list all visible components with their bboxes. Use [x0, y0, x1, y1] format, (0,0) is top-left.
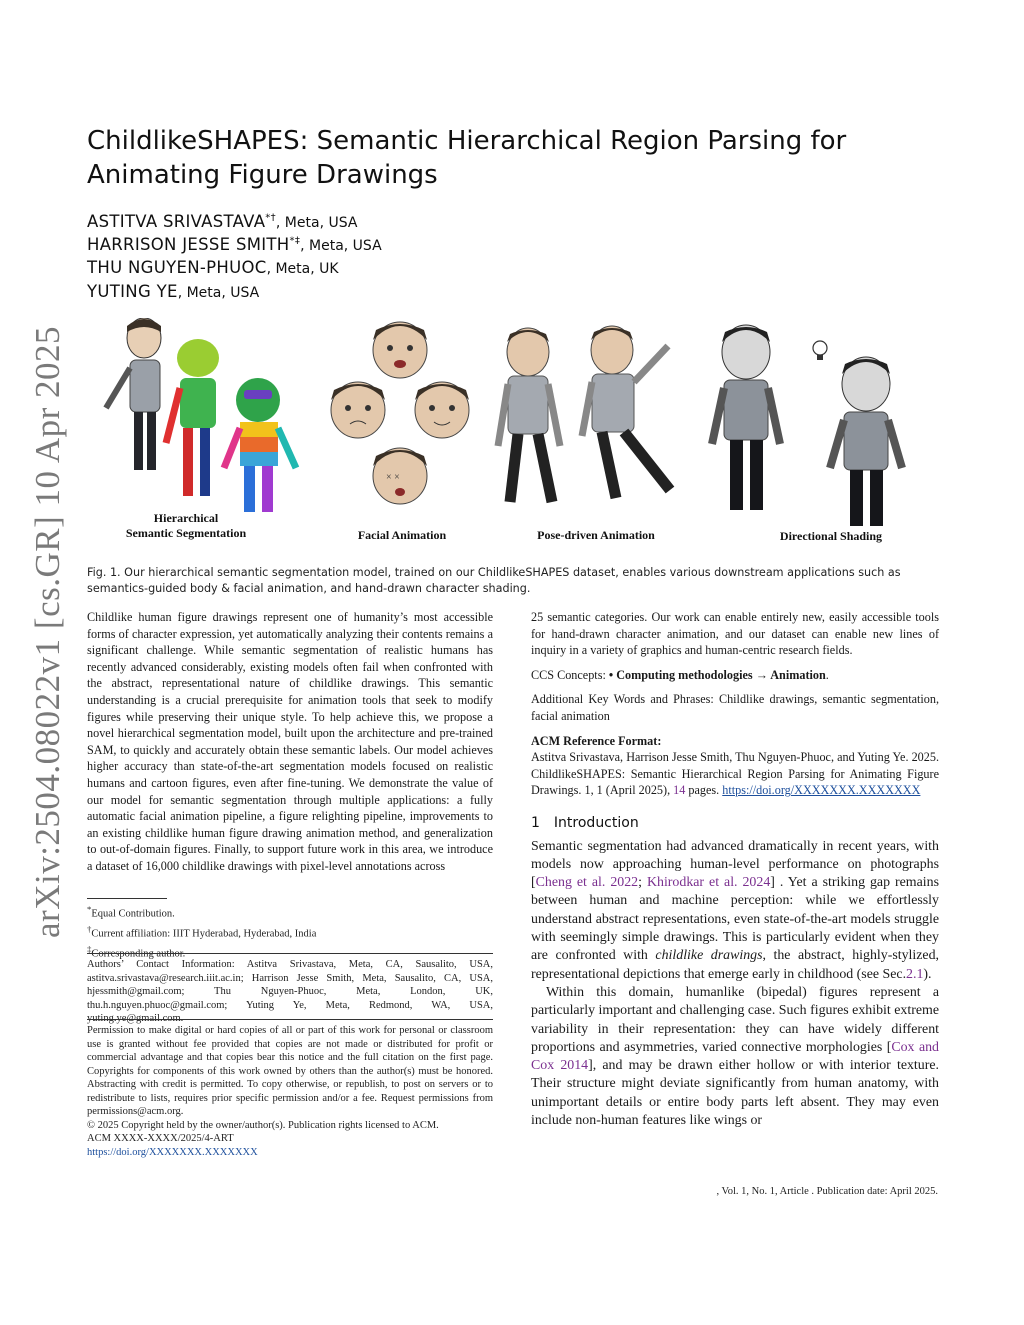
section-heading-introduction — [531, 815, 939, 832]
author-marks: *‡ — [289, 235, 301, 247]
author-marks: *† — [265, 212, 276, 224]
permission-notice — [87, 1024, 493, 1159]
footnote-mark: † — [87, 924, 92, 934]
author-4 — [87, 282, 259, 301]
segmented-figure-green — [166, 339, 219, 496]
label-pose-driven-animation: Pose-driven Animation — [537, 528, 655, 542]
author-2 — [87, 235, 382, 254]
acm-ref-heading — [531, 733, 939, 750]
footnote-rule — [87, 898, 167, 899]
citation-separator: ; — [638, 875, 647, 891]
pose-figure-2 — [582, 326, 670, 498]
intro-text: , the abstract, highly-stylized, representational depictions that emerge early in childhood (see Sec. — [531, 948, 940, 982]
permission-doi-link[interactable]: https://doi.org/XXXXXXX.XXXXXXX — [87, 1146, 258, 1158]
intro-paragraph-2 — [531, 984, 939, 1130]
author-name: HARRISON JESSE SMITH — [87, 235, 290, 254]
ccs-concepts — [531, 667, 939, 684]
footnote-text: Corresponding author. — [91, 948, 186, 960]
copyright-line: © 2025 Copyright held by the owner/author(s). Publication rights licensed to ACM. — [87, 1119, 439, 1131]
shaded-figure-2 — [830, 357, 902, 526]
ccs-prefix: CCS Concepts: — [531, 667, 609, 682]
panel-pose-animation — [498, 326, 670, 542]
pose-figure-1 — [498, 328, 560, 502]
permission-rule — [87, 1019, 493, 1020]
abstract-text: Childlike human figure drawings represent one of humanity’s most accessible forms of character expression, yet automatically analyzing their contents remains a significant challenge. While semantic segmentation of realistic humans has recently advanced considerably, existing models often fail when confronted with the abstract, representational nature of childlike drawings. This semantic understanding is a crucial prerequisite for animation tools that seek to modify figures while preserving their unique style. To help achieve this, we propose a novel hierarchical segmentation model, built upon the architecture and pre-trained SAM, to quickly and accurately obtain these semantic labels. Our model achieves higher accuracy than state-of-the-art segmentation models focused on realistic humans and cartoon figures, even after fine-tuning. We demonstrate the value of our model for semantic segmentation through multiple applications: a fully automatic facial animation pipeline, a figure relighting pipeline, improvements to an existing childlike human figure drawing animation method, and generalization to out-of-domain figures. Finally, to support future work in this area, we introduce a dataset of 16,000 childlike drawings with pixel-level annotations across — [87, 610, 493, 873]
section-number: 1 — [531, 814, 540, 831]
label-facial-animation: Facial Animation — [357, 528, 447, 542]
label-semantic-segmentation: Semantic Segmentation — [125, 526, 247, 540]
arxiv-stamp: arXiv:2504.08022v1 [cs.GR] 10 Apr 2025 — [28, 325, 67, 938]
page-footer: , Vol. 1, No. 1, Article . Publication date: April 2025. — [716, 1186, 938, 1197]
acm-ref-heading-text: ACM Reference Format: — [531, 733, 662, 748]
keywords: Additional Key Words and Phrases: Childlike drawings, semantic segmentation, facial animation — [531, 692, 939, 723]
ccs-concept: Computing methodologies → Animation — [616, 667, 826, 682]
right-column — [531, 609, 939, 1130]
ccs-suffix: . — [825, 667, 829, 682]
author-1 — [87, 212, 357, 231]
intro-text: ] . Yet a striking gap remains between human and machine perception: while we effortlessly understand abstract representations, even state-of-the-art models struggle with seemingly simple drawings. This is particularly evident when they are confronted with — [531, 875, 939, 964]
svg-text:× ×: × × — [386, 472, 400, 483]
author-3 — [87, 258, 339, 277]
shaded-figure-1 — [712, 325, 780, 510]
face-3 — [415, 382, 469, 438]
acm-reference — [531, 749, 939, 799]
section-ref-link[interactable]: 2.1 — [906, 966, 924, 982]
abstract-continued: 25 semantic categories. Our work can enable entirely new, easily accessible tools for hand-drawn character animation, and our dataset can enable new lines of inquiry in a variety of graphics and human-centric research fields. — [531, 610, 939, 658]
acm-ref-pages-link[interactable]: 14 — [673, 783, 686, 798]
footnote-text: Equal Contribution. — [91, 908, 175, 920]
author-affiliation: , Meta, USA — [300, 238, 382, 254]
segmented-figure-rainbow — [224, 378, 296, 512]
author-affiliation: , Meta, USA — [177, 285, 260, 301]
intro-paragraph-1 — [531, 838, 939, 984]
label-hierarchical: Hierarchical — [153, 511, 219, 525]
ccs-bullet: • — [608, 667, 617, 682]
figure-caption: Fig. 1. Our hierarchical semantic segmentation model, trained on our ChildlikeSHAPES dataset, enables various downstream applications such as semantics-guided body & facial animation, and hand-drawn character shading. — [87, 566, 901, 595]
contact-information: Authors’ Contact Information: Astitva Srivastava, Meta, CA, Sausalito, USA, astitva.srivastava@research.iiit.ac.in; Harrison Jesse Smith, Meta, Sausalito, CA, USA, hjessmith@gmail.com; Thu Nguyen-Phuoc, Meta, London, UK, thu.h.nguyen.phuoc@gmail.com; Yuting Ye, Meta, Redmond, WA, USA, yuting.ye@gmail.com. — [87, 959, 493, 1024]
citation-cheng-2022[interactable]: Cheng et al. 2022 — [535, 875, 639, 891]
author-name: ASTITVA SRIVASTAVA — [87, 212, 266, 231]
acm-ref-doi-link[interactable]: https://doi.org/XXXXXXX.XXXXXXX — [722, 783, 921, 798]
intro-text: ). — [923, 966, 932, 982]
teaser-figure — [96, 318, 946, 550]
acm-ref-text: Astitva Srivastava, Harrison Jesse Smith, Thu Nguyen-Phuoc, and Yuting Ye. 2025. ChildlikeSHAPES: Semantic Hierarchical Region Parsing for Animating Figure Drawings. 1, 1 (April 2025), — [531, 750, 939, 798]
sketch-figure — [106, 318, 161, 470]
panel-facial-animation — [331, 322, 469, 542]
paper-title: ChildlikeSHAPES: Semantic Hierarchical Region Parsing for Animating Figure Drawings — [87, 126, 847, 190]
abstract — [87, 609, 493, 875]
author-name: YUTING YE — [87, 282, 178, 301]
label-directional-shading: Directional Shading — [779, 529, 883, 543]
panel-directional-shading — [712, 325, 902, 543]
face-4 — [373, 448, 427, 504]
intro-text: ], and may be drawn either hollow or with interior texture. Their structure might deviate significantly from human anatomy, with unimportant details or entire body parts left absent. They may even include non-human features like wings or — [531, 1058, 939, 1128]
panel-segmentation — [106, 318, 296, 540]
footnote-mark: * — [87, 904, 92, 914]
footnote-mark: ‡ — [87, 944, 92, 954]
emphasis-text: childlike drawings — [655, 948, 763, 964]
citation-khirodkar-2024[interactable]: Khirodkar et al. 2024 — [646, 875, 771, 891]
author-affiliation: , Meta, UK — [266, 261, 339, 277]
footnote-2 — [87, 922, 497, 942]
footnote-text: Current affiliation: IIIT Hyderabad, Hyderabad, India — [91, 928, 317, 940]
face-1 — [373, 322, 427, 378]
author-affiliation: , Meta, USA — [275, 215, 358, 231]
footnote-1 — [87, 902, 497, 922]
contact-rule — [87, 953, 493, 954]
permission-text: Permission to make digital or hard copies of all or part of this work for personal or classroom use is granted without fee provided that copies are not made or distributed for profit or commercial advantage and that copies bear this notice and the full citation on the first page. Copyrights for components of this work owned by others than the author(s) must be honored. Abstracting with credit is permitted. To copy otherwise, or republish, to post on servers or to redistribute to lists, requires prior specific permission and/or a fee. Request permissions from permissions@acm.org. — [87, 1025, 493, 1117]
face-2 — [331, 382, 385, 438]
intro-text: Semantic segmentation had advanced dramatically in recent years, with models now approaching human-level performance on photographs [ — [531, 838, 939, 891]
lightbulb-icon — [813, 341, 827, 360]
acm-id: ACM XXXX-XXXX/2025/4-ART — [87, 1133, 234, 1144]
intro-text: Within this domain, humanlike (bipedal) figures represent a particularly important and challenging case. Such figures exhibit extreme variability in their representation: they can have widely different proportions and asymmetries, varied connective morphologies [ — [531, 984, 939, 1055]
author-name: THU NGUYEN-PHUOC — [87, 258, 267, 277]
acm-ref-pages-word: pages. — [685, 783, 723, 798]
section-title: Introduction — [553, 814, 639, 831]
citation-cox-2014[interactable]: Cox and Cox 2014 — [531, 1039, 939, 1074]
